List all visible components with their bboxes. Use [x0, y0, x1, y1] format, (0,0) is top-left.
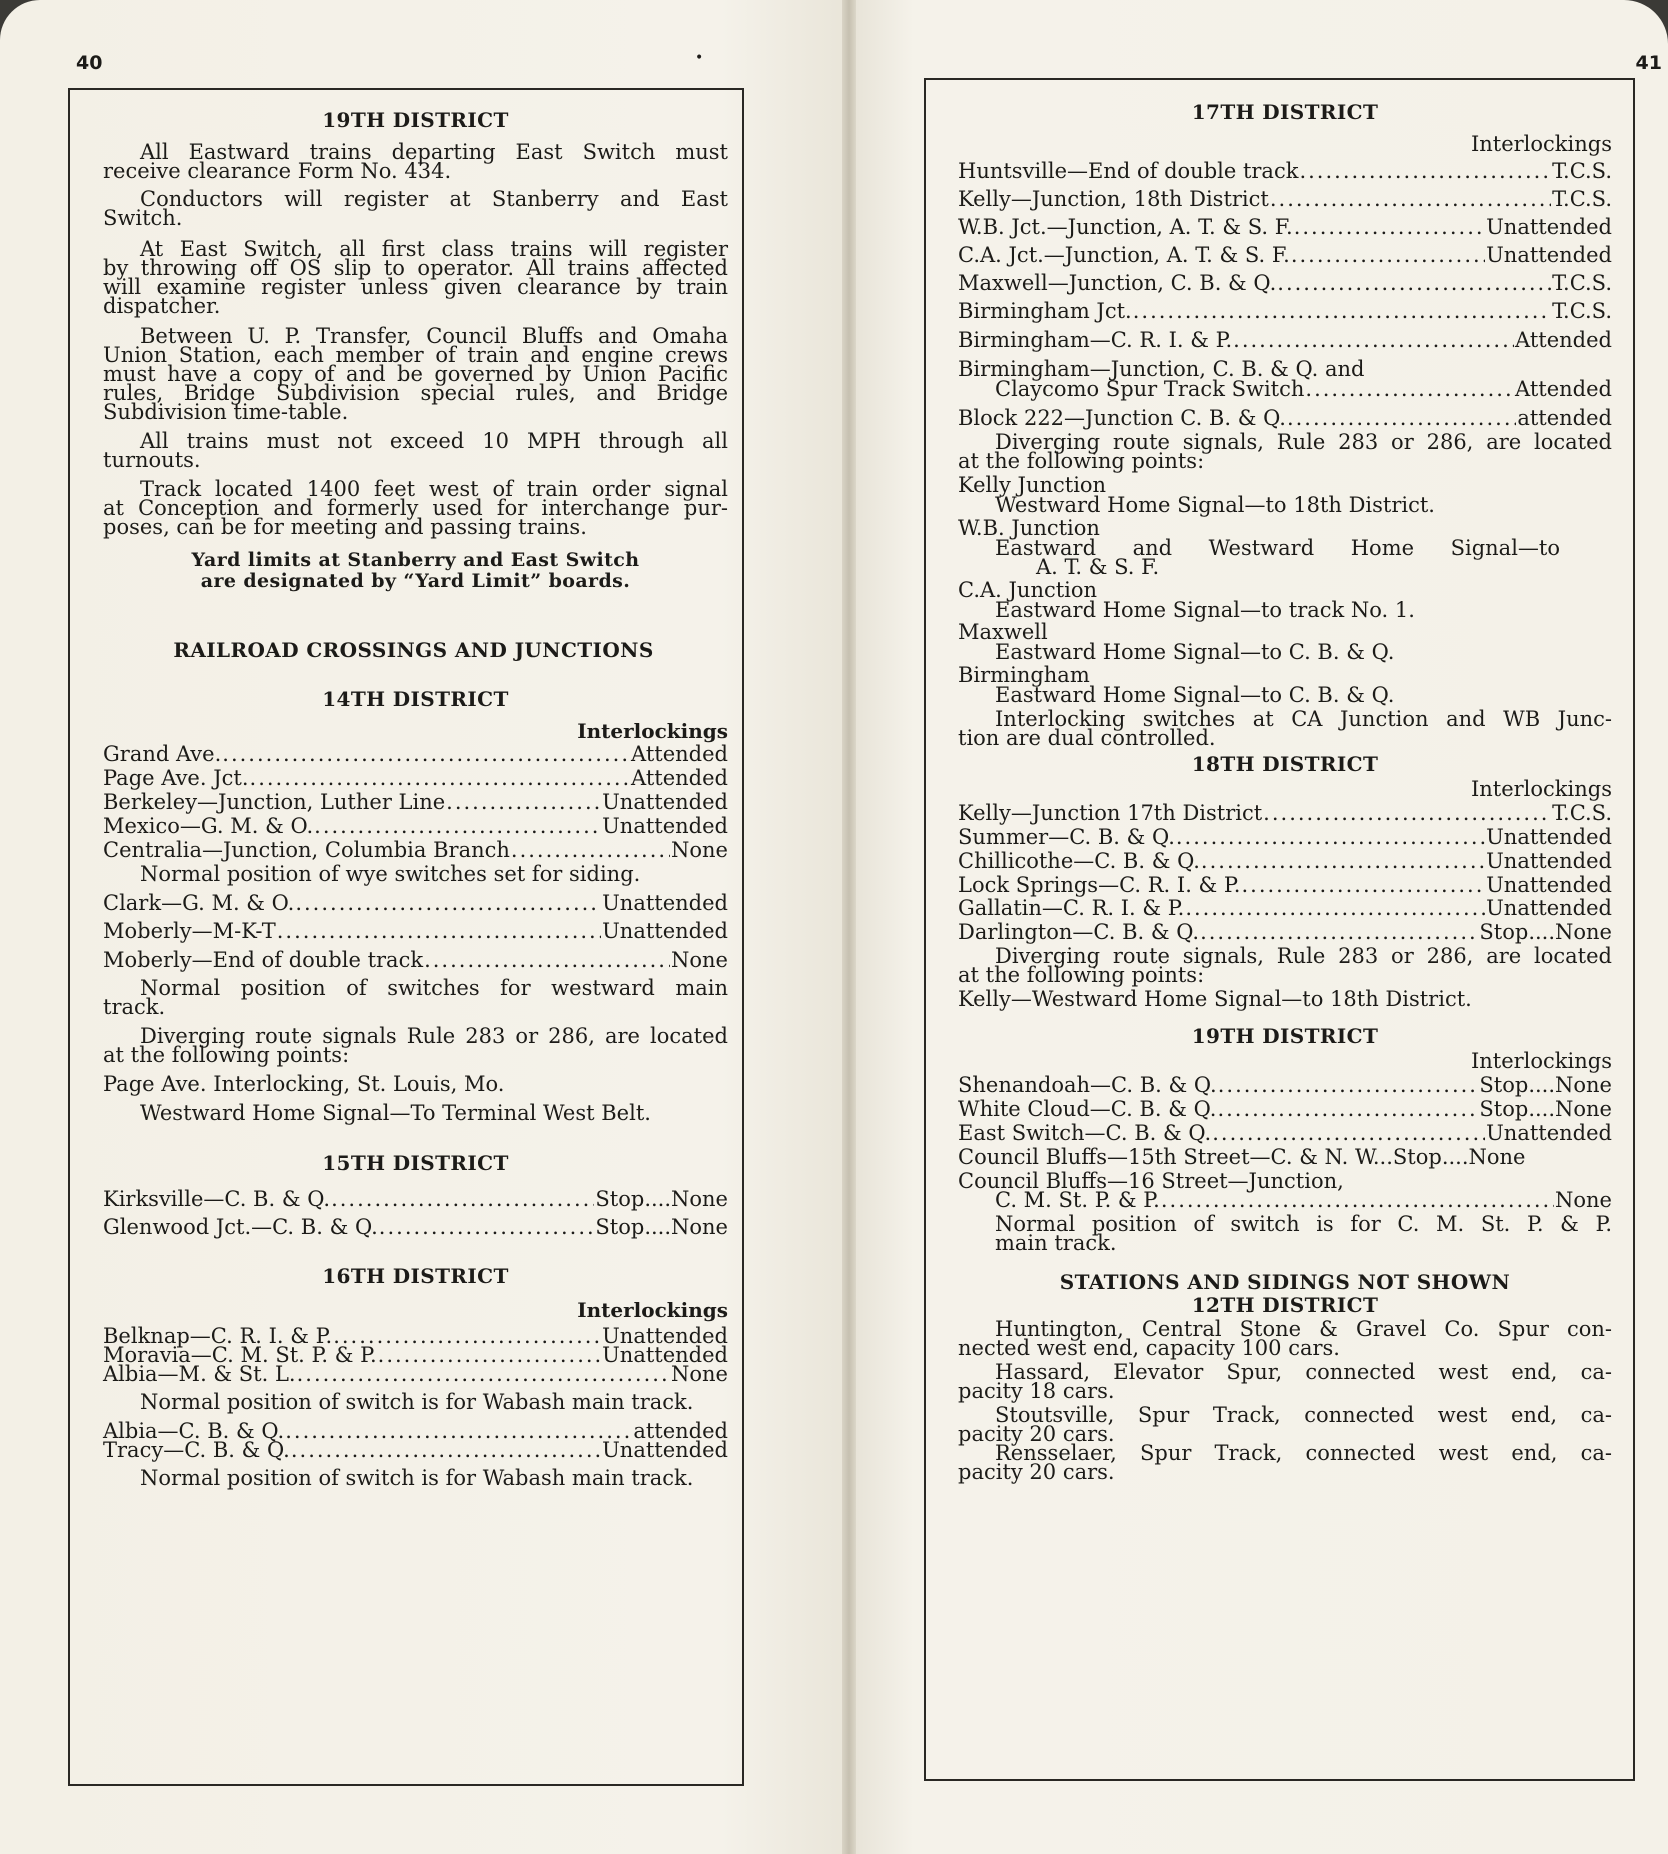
text-line: Rensselaer, Spur Track, connected west end, ca-	[995, 1441, 1612, 1465]
book-gutter	[842, 0, 856, 1854]
text-line: Westward Home Signal—to 18th District.	[995, 493, 1435, 517]
interlocking-row: Page Ave. Jct. ..... Attended	[103, 766, 728, 790]
interlocking-row: Shenandoah—C. B. & Q. ..... Stop .... None	[958, 1073, 1612, 1097]
text-line: W.B. Junction	[958, 516, 1100, 540]
interlocking-row: East Switch—C. B. & Q. ..... Unattended	[958, 1121, 1612, 1145]
left-content-box	[68, 88, 744, 1786]
text-line: must have a copy of and be governed by Union Pacific	[103, 362, 728, 386]
interlocking-row: Kirksville—C. B. & Q. ..... Stop .... None	[103, 1187, 728, 1211]
text-line: C.A. Junction	[958, 578, 1098, 602]
interlocking-row: Moberly—End of double track ..... None	[103, 948, 728, 972]
text-line: All trains must not exceed 10 MPH through all	[140, 429, 728, 453]
text-line: Eastward and Westward Home Signal—to	[995, 536, 1560, 560]
interlocking-row: Mexico—G. M. & O. ..... Unattended	[103, 814, 728, 838]
text-line: at the following points:	[958, 449, 1205, 473]
interlocking-row: Birmingham—C. R. I. & P. ..... Attended	[958, 328, 1612, 352]
interlocking-row: Albia—C. B. & Q. ..... attended	[103, 1419, 728, 1443]
interlocking-row: Block 222—Junction C. B. & Q. ..... attended	[958, 406, 1612, 430]
interlocking-row: Glenwood Jct.—C. B. & Q. ..... Stop .... None	[103, 1215, 728, 1239]
interlocking-row: C. M. St. P. & P. ..... None	[995, 1188, 1612, 1212]
text-line: Normal position of switch is for Wabash main track.	[140, 1390, 694, 1414]
text-line: pacity 18 cars.	[958, 1379, 1115, 1403]
text-line: All Eastward trains departing East Switch must	[140, 140, 728, 164]
text-line: pacity 20 cars.	[958, 1460, 1115, 1484]
text-line: Interlocking switches at CA Junction and WB Junc-	[995, 707, 1612, 731]
right-content-box	[924, 78, 1635, 1781]
interlocking-row: C.A. Jct.—Junction, A. T. & S. F. ..... Unattended	[958, 243, 1612, 267]
text-line: Huntington, Central Stone & Gravel Co. Spur con-	[995, 1317, 1612, 1341]
text-line: Westward Home Signal—To Terminal West Belt.	[140, 1101, 651, 1125]
interlocking-row: Moravia—C. M. St. P. & P. ..... Unattended	[103, 1343, 728, 1367]
district-heading: 18TH DISTRICT	[1191, 752, 1379, 776]
yard-limits-note: Yard limits at Stanberry and East Switch	[191, 549, 640, 571]
text-line: at the following points:	[103, 1043, 350, 1067]
district-heading: 15TH DISTRICT	[322, 1151, 509, 1175]
interlocking-row: White Cloud—C. B. & Q. ..... Stop .... None	[958, 1097, 1612, 1121]
text-line: at Conception and formerly used for interchange pur-	[103, 496, 728, 520]
interlocking-row: Moberly—M-K-T ..... Unattended	[103, 919, 728, 943]
interlocking-row: Birmingham Jct. ..... T.C.S.	[958, 299, 1612, 323]
text-line: At East Switch, all first class trains will register	[140, 237, 728, 261]
interlocking-row: Grand Ave. ..... Attended	[103, 742, 728, 766]
interlocking-row: Belknap—C. R. I. & P. ..... Unattended	[103, 1324, 728, 1348]
interlocking-row: Gallatin—C. R. I. & P. ..... Unattended	[958, 896, 1612, 920]
text-line: Stoutsville, Spur Track, connected west end, ca-	[995, 1403, 1612, 1427]
page-number-left: 40	[76, 52, 103, 74]
column-header-interlockings: Interlockings	[1470, 1049, 1612, 1073]
district-heading: 12TH DISTRICT	[1191, 1293, 1379, 1317]
text-line: Eastward Home Signal—to track No. 1.	[995, 598, 1415, 622]
text-line: A. T. & S. F.	[1036, 555, 1160, 579]
district-heading: 17TH DISTRICT	[1191, 100, 1379, 124]
text-line: main track.	[995, 1231, 1117, 1255]
interlocking-row: Maxwell—Junction, C. B. & Q. ..... T.C.S.	[958, 271, 1612, 295]
text-line: Kelly—Westward Home Signal—to 18th District.	[958, 987, 1472, 1011]
interlocking-row: Berkeley—Junction, Luther Line ..... Unattended	[103, 790, 728, 814]
text-line: Diverging route signals Rule 283 or 286, are located	[140, 1024, 728, 1048]
interlocking-row: Chillicothe—C. B. & Q. ..... Unattended	[958, 849, 1612, 873]
text-line: Eastward Home Signal—to C. B. & Q.	[995, 683, 1395, 707]
district-heading: 14TH DISTRICT	[322, 687, 509, 711]
section-heading-crossings: RAILROAD CROSSINGS AND JUNCTIONS	[173, 638, 654, 662]
text-line: by throwing off OS slip to operator. All trains affected	[103, 256, 728, 280]
text-line: Normal position of wye switches set for siding.	[140, 862, 641, 886]
text-line: Page Ave. Interlocking, St. Louis, Mo.	[103, 1072, 505, 1096]
interlocking-row: W.B. Jct.—Junction, A. T. & S. F. ..... Unattended	[958, 215, 1612, 239]
interlocking-row: Darlington—C. B. & Q. ..... Stop .... None	[958, 920, 1612, 944]
text-line: rules, Bridge Subdivision special rules, and Bridge	[103, 381, 728, 405]
interlocking-row: Council Bluffs—15th Street—C. & N. W. .. Stop .... None	[958, 1145, 1526, 1169]
text-line: Union Station, each member of train and engine crews	[103, 343, 728, 367]
column-header-interlockings: Interlockings	[1470, 777, 1612, 801]
text-line: Birmingham—Junction, C. B. & Q. and	[958, 357, 1365, 381]
column-header-interlockings: Interlockings	[1470, 132, 1612, 156]
interlocking-row: Lock Springs—C. R. I. & P. ..... Unattended	[958, 873, 1612, 897]
text-line: Diverging route signals, Rule 283 or 286, are located	[995, 944, 1612, 968]
interlocking-row: Summer—C. B. & Q. ..... Unattended	[958, 825, 1612, 849]
text-line: Diverging route signals, Rule 283 or 286, are located	[995, 430, 1612, 454]
interlocking-row: Kelly—Junction 17th District ..... T.C.S.	[958, 801, 1612, 825]
text-line: Subdivision time-table.	[103, 400, 349, 424]
text-line: nected west end, capacity 100 cars.	[958, 1336, 1340, 1360]
district-heading: 19TH DISTRICT	[1191, 1024, 1379, 1048]
text-line: pacity 20 cars.	[958, 1422, 1115, 1446]
text-line: Track located 1400 feet west of train order signal	[140, 477, 728, 501]
section-heading-stations: STATIONS AND SIDINGS NOT SHOWN	[1059, 1270, 1511, 1294]
text-line: receive clearance Form No. 434.	[103, 159, 452, 183]
text-line: Maxwell	[958, 620, 1048, 644]
text-line: Normal position of switch is for Wabash main track.	[140, 1466, 694, 1490]
text-line: Council Bluffs—16 Street—Junction,	[958, 1169, 1344, 1193]
text-line: tion are dual controlled.	[958, 726, 1216, 750]
district-heading: 16TH DISTRICT	[322, 1264, 509, 1288]
interlocking-row: Centralia—Junction, Columbia Branch ..... None	[103, 838, 728, 862]
text-line: poses, can be for meeting and passing trains.	[103, 515, 587, 539]
text-line: Kelly Junction	[958, 473, 1107, 497]
text-line: Normal position of switches for westward main	[140, 976, 728, 1000]
column-header-interlockings: Interlockings	[577, 719, 728, 743]
interlocking-row: Tracy—C. B. & Q. ..... Unattended	[103, 1438, 728, 1462]
interlocking-row: Clark—G. M. & O. ..... Unattended	[103, 891, 728, 915]
text-line: will examine register unless given clearance by train	[103, 275, 728, 299]
interlocking-row: Kelly—Junction, 18th District ..... T.C.S.	[958, 187, 1612, 211]
interlocking-row: Albia—M. & St. L. ..... None	[103, 1362, 728, 1386]
text-line: Conductors will register at Stanberry and East	[140, 187, 728, 211]
text-line: Normal position of switch is for C. M. St. P. & P.	[995, 1212, 1612, 1236]
yard-limits-note: are designated by “Yard Limit” boards.	[200, 570, 631, 592]
print-dot: •	[695, 50, 704, 66]
text-line: Between U. P. Transfer, Council Bluffs and Omaha	[140, 324, 728, 348]
page-number-right: 41	[1635, 52, 1662, 74]
text-line: track.	[103, 995, 166, 1019]
interlocking-row: Claycomo Spur Track Switch ..... Attended	[995, 377, 1612, 401]
text-line: Birmingham	[958, 663, 1090, 687]
text-line: Switch.	[103, 206, 183, 230]
column-header-interlockings: Interlockings	[577, 1298, 728, 1322]
text-line: dispatcher.	[103, 294, 221, 318]
text-line: Eastward Home Signal—to C. B. & Q.	[995, 640, 1395, 664]
text-line: turnouts.	[103, 448, 201, 472]
district-heading: 19TH DISTRICT	[322, 108, 509, 132]
text-line: at the following points:	[958, 963, 1205, 987]
interlocking-row: Huntsville—End of double track ..... T.C.S.	[958, 159, 1612, 183]
text-line: Hassard, Elevator Spur, connected west end, ca-	[995, 1360, 1612, 1384]
